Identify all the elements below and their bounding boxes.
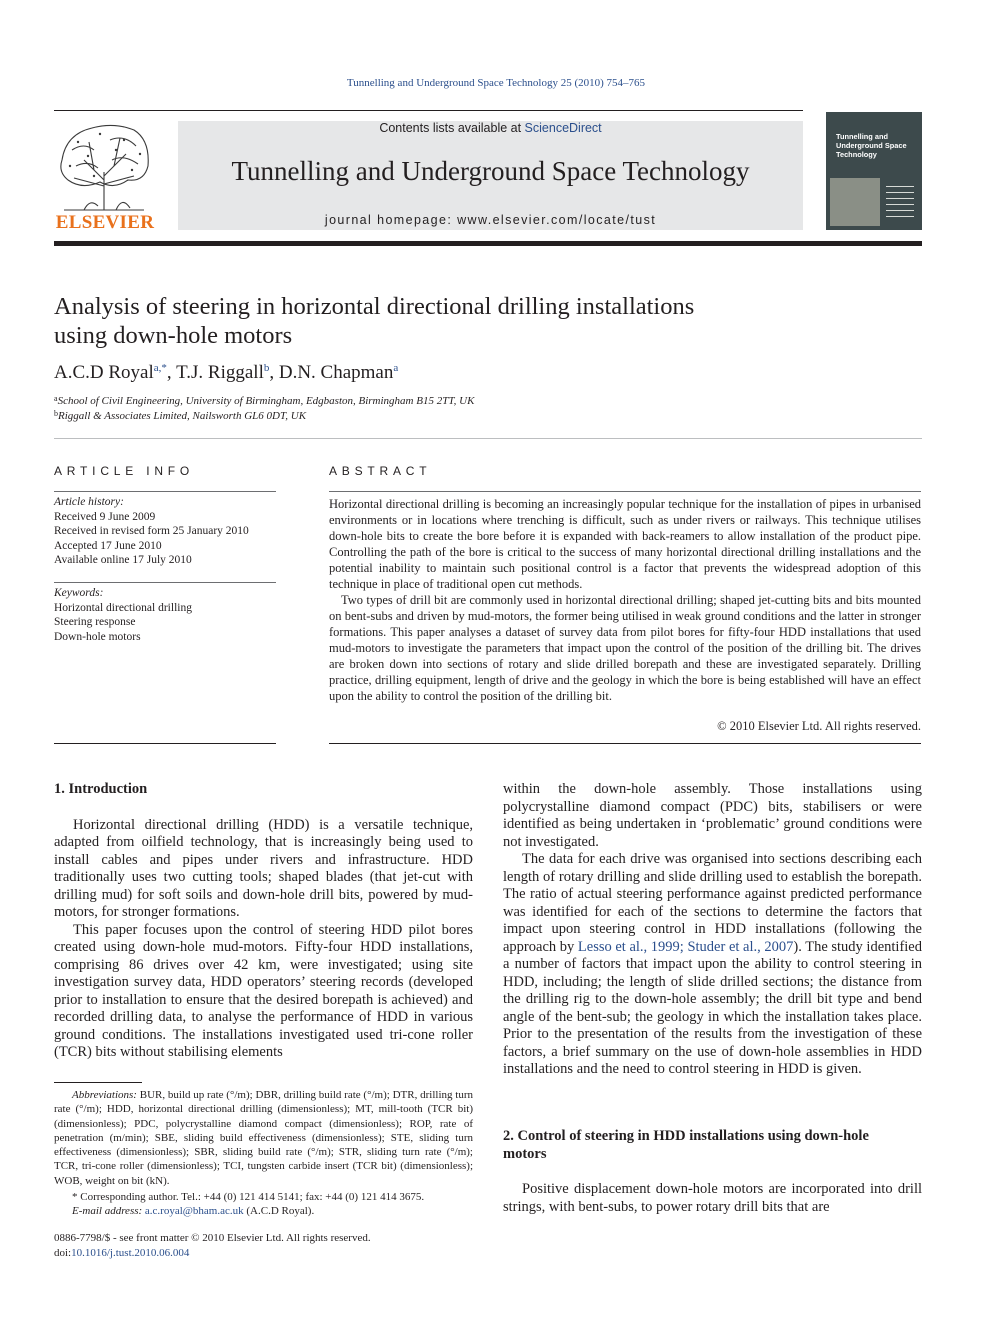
doi-prefix: doi: [54, 1246, 72, 1259]
email-suffix: (A.C.D Royal). [243, 1205, 315, 1218]
section-2-heading-line-1: 2. Control of steering in HDD installations using down-hole [503, 1128, 869, 1144]
footnote-rule [54, 1082, 142, 1083]
corresponding-text: Corresponding author. Tel.: +44 (0) 121 414 5141; fax: +44 (0) 121 414 3675. [80, 1191, 425, 1204]
article-info-rule [54, 491, 276, 492]
history-item: Received in revised form 25 January 2010 [54, 525, 249, 537]
contents-prefix: Contents lists available at [379, 121, 525, 135]
journal-cover-thumbnail[interactable] [826, 112, 922, 230]
footnotes [54, 1088, 473, 1219]
sciencedirect-link[interactable]: ScienceDirect [524, 121, 602, 135]
email-footnote [54, 1204, 473, 1218]
journal-citation[interactable]: Tunnelling and Underground Space Technology 25 (2010) 754–765 [346, 77, 646, 89]
history-item: Available online 17 July 2010 [54, 554, 192, 566]
header-top-rule [54, 110, 803, 111]
cover-title: Tunnelling and Underground Space Technology [836, 132, 907, 159]
abstract-text [329, 496, 921, 704]
keywords-rule [54, 582, 276, 583]
body-paragraph [503, 851, 922, 1079]
reference-link[interactable]: Lesso et al., 1999; Studer et al., 2007 [577, 938, 794, 955]
abbreviations-text: BUR, build up rate (°/m); DBR, drilling build rate (°/m); DTR, drilling turn rate (°/m); HDD, horizontal directional drilling (dimensionless); MT, mill-tooth (TCR bit) (dimensionless); PDC, polycrystalline diamond compact (dimensionless); ROP, rate of penetration (m/min); SBE, sliding build effectiveness (dimensionless); STE, sliding turn effectiveness (dimensionless); SBR, sliding build rate (°/m); STR, sliding turn rate (°/m); TCR, tri-cone roller (dimensionless); TCI, tungsten carbide insert (TCR bit) (dimensionless); WOB, weight on bit (kN). [54, 1089, 473, 1187]
author-sup[interactable]: a [393, 362, 399, 374]
author-sup[interactable]: b [263, 362, 270, 374]
affiliation-mark: a [54, 394, 58, 403]
abstract-bottom-rule [329, 743, 921, 744]
author-name[interactable]: D.N. Chapman [278, 362, 394, 383]
author-name[interactable]: A.C.D Royal [54, 362, 154, 383]
paragraph-text: ). The study identified a number of factors that impact upon the ability to control steering in HDD, including; the length of slide drilled sections; the distance from the drilling rig to the down-hole assembly; the drill bit type and bend angle of the bent-sub; the geology in which the installation takes place. Prior to the presentation of the results from the investigation of these factors, a brief summary on the use of down-hole assemblies in HDD installations and the need to control steering in HDD is given. [503, 938, 922, 1077]
abstract-copyright: © 2010 Elsevier Ltd. All rights reserved. [717, 719, 921, 733]
body-left-column [54, 781, 473, 1062]
journal-homepage[interactable]: journal homepage: www.elsevier.com/locate/tust [324, 213, 657, 227]
history-item: Received 9 June 2009 [54, 510, 156, 523]
cover-line [886, 198, 914, 199]
elsevier-wordmark: ELSEVIER [55, 212, 155, 233]
keyword[interactable]: Steering response [54, 616, 136, 628]
doi-line [54, 1246, 371, 1261]
issn-line: 0886-7798/$ - see front matter © 2010 Elsevier Ltd. All rights reserved. [54, 1232, 371, 1244]
affiliation-text: Riggall & Associates Limited, Nailsworth GL6 0DT, UK [58, 410, 307, 422]
affiliation-mark: b [54, 409, 58, 418]
header-thick-rule [54, 241, 922, 246]
email-link[interactable]: a.c.royal@bham.ac.uk [144, 1205, 244, 1218]
body-right-column [503, 781, 922, 1079]
article-info-bottom-rule [54, 743, 276, 744]
email-label: E-mail address: [72, 1205, 143, 1218]
corresponding-author-footnote [54, 1190, 473, 1204]
keywords [54, 586, 276, 644]
section-2 [503, 1128, 922, 1216]
section-2-heading-line-2: motors [503, 1145, 547, 1162]
journal-name: Tunnelling and Underground Space Technology [231, 156, 750, 186]
abstract-heading: ABSTRACT [329, 464, 432, 478]
body-paragraph: This paper focuses upon the control of steering HDD pilot bores created using down-hole mud-motors. Fifty-four HDD installations, comprising 86 drives over 42 km, were investigated; using site investigation survey data, HDD operators’ steering records (developed prior to installation to ensure that the desired borepath is achieved) and recorded drilling data, to analyse the performance of HDD in various ground conditions. The installations investigated used tri-cone roller (TCR) bits without stabilising elements [54, 921, 473, 1060]
title-line-2: using down-hole motors [54, 322, 293, 349]
article-title [54, 292, 814, 350]
history-label: Article history: [54, 496, 124, 508]
abbreviations-label: Abbreviations: [72, 1089, 137, 1101]
author-name[interactable]: T.J. Riggall [176, 362, 264, 383]
cover-line [886, 192, 914, 193]
history-item: Accepted 17 June 2010 [54, 539, 162, 552]
abstract-paragraph: Horizontal directional drilling is becoming an increasingly popular technique for the installation of pipes in urbanised environments or in locations where trenching is difficult, such as under rivers or railways. This technique utilises down-hole bits to create the bore before it is expanded with back-reamers to allow installation of the product pipe. Controlling the path of the bore is critical to the success of many horizontal directional drilling installations and the potential inability to maintain such positional control is a factor that prevents the widespread adoption of this technique in place of traditional open cut methods. [329, 497, 921, 591]
keywords-label: Keywords: [54, 587, 104, 599]
abstract-paragraph: Two types of drill bit are commonly used in horizontal directional drilling; shaped jet-cutting bits and bits mounted on bent-subs and driven by mud-motors, the former being utilised in weak ground conditions and the latter in stronger formations. This paper analyses a dataset of survey data from pilot bores for fifty-four HDD installations that used mud-motors to investigate the parameters that impact upon the control of the position of the drilling bit. The drives are broken down into sections of rotary and slide drilled borepath and these are investigated separately. Drilling practice, drilling equipment, length of drive and the geology in which the bore is being established will have an effect upon the ability to control the position of the drilling bit. [329, 593, 921, 703]
author-list: A.C.D Royal$^{a,*}$, T.J. Riggall$^b$, D.N. Chapman$^a$ [54, 362, 399, 383]
cover-line [886, 204, 914, 205]
abbreviations-footnote [54, 1088, 473, 1188]
footnote-mark: * [72, 1191, 78, 1204]
title-line-1: Analysis of steering in horizontal directional drilling installations [54, 293, 695, 320]
affiliation [54, 394, 474, 407]
keyword[interactable]: Horizontal directional drilling [54, 601, 192, 614]
affiliation-rule [54, 438, 922, 439]
abstract-rule [329, 491, 921, 492]
body-paragraph: Horizontal directional drilling (HDD) is a versatile technique, adapted from oilfield technology, that is increasingly being used to install cables and pipes under rivers and infrastructure. HDD traditionally uses two cutting tools; shaped blades (that jet-cut with drilling mud) for soft soils and down-hole drill bits, powered by mud-motors, for stronger formations. [54, 816, 473, 920]
body-paragraph: within the down-hole assembly. Those installations using polycrystalline diamond compact (PDC) bits, stabilisers or were identified as being undertaken in ‘problematic’ ground conditions were not investigated. [503, 781, 922, 850]
doi-link[interactable]: 10.1016/j.tust.2010.06.004 [71, 1246, 190, 1259]
contents-line [178, 121, 803, 135]
affiliation [54, 409, 306, 422]
cover-photo [830, 178, 880, 226]
cover-line [886, 216, 914, 217]
section-1-heading: 1. Introduction [54, 781, 148, 797]
author-sup[interactable]: a,* [153, 362, 167, 374]
article-info-heading: ARTICLE INFO [54, 464, 195, 478]
cover-line [886, 210, 914, 211]
affiliation-text: School of Civil Engineering, University of Birmingham, Edgbaston, Birmingham B15 2TT, UK [57, 395, 475, 407]
cover-line [886, 186, 914, 187]
body-paragraph: Positive displacement down-hole motors are incorporated into drill strings, with bent-subs, to power rotary drill bits that are [503, 1181, 922, 1215]
article-history [54, 495, 276, 568]
front-matter [54, 1231, 371, 1260]
keyword[interactable]: Down-hole motors [54, 630, 141, 643]
paragraph-text: The data for each drive was organised into sections describing each length of rotary drilling and slide drilling used to establish the borepath. The ratio of actual steering performance against predicted performance was identified for each of the sections to determine the factors that impact upon steering control in HDD installations (following the approach by [503, 851, 922, 955]
